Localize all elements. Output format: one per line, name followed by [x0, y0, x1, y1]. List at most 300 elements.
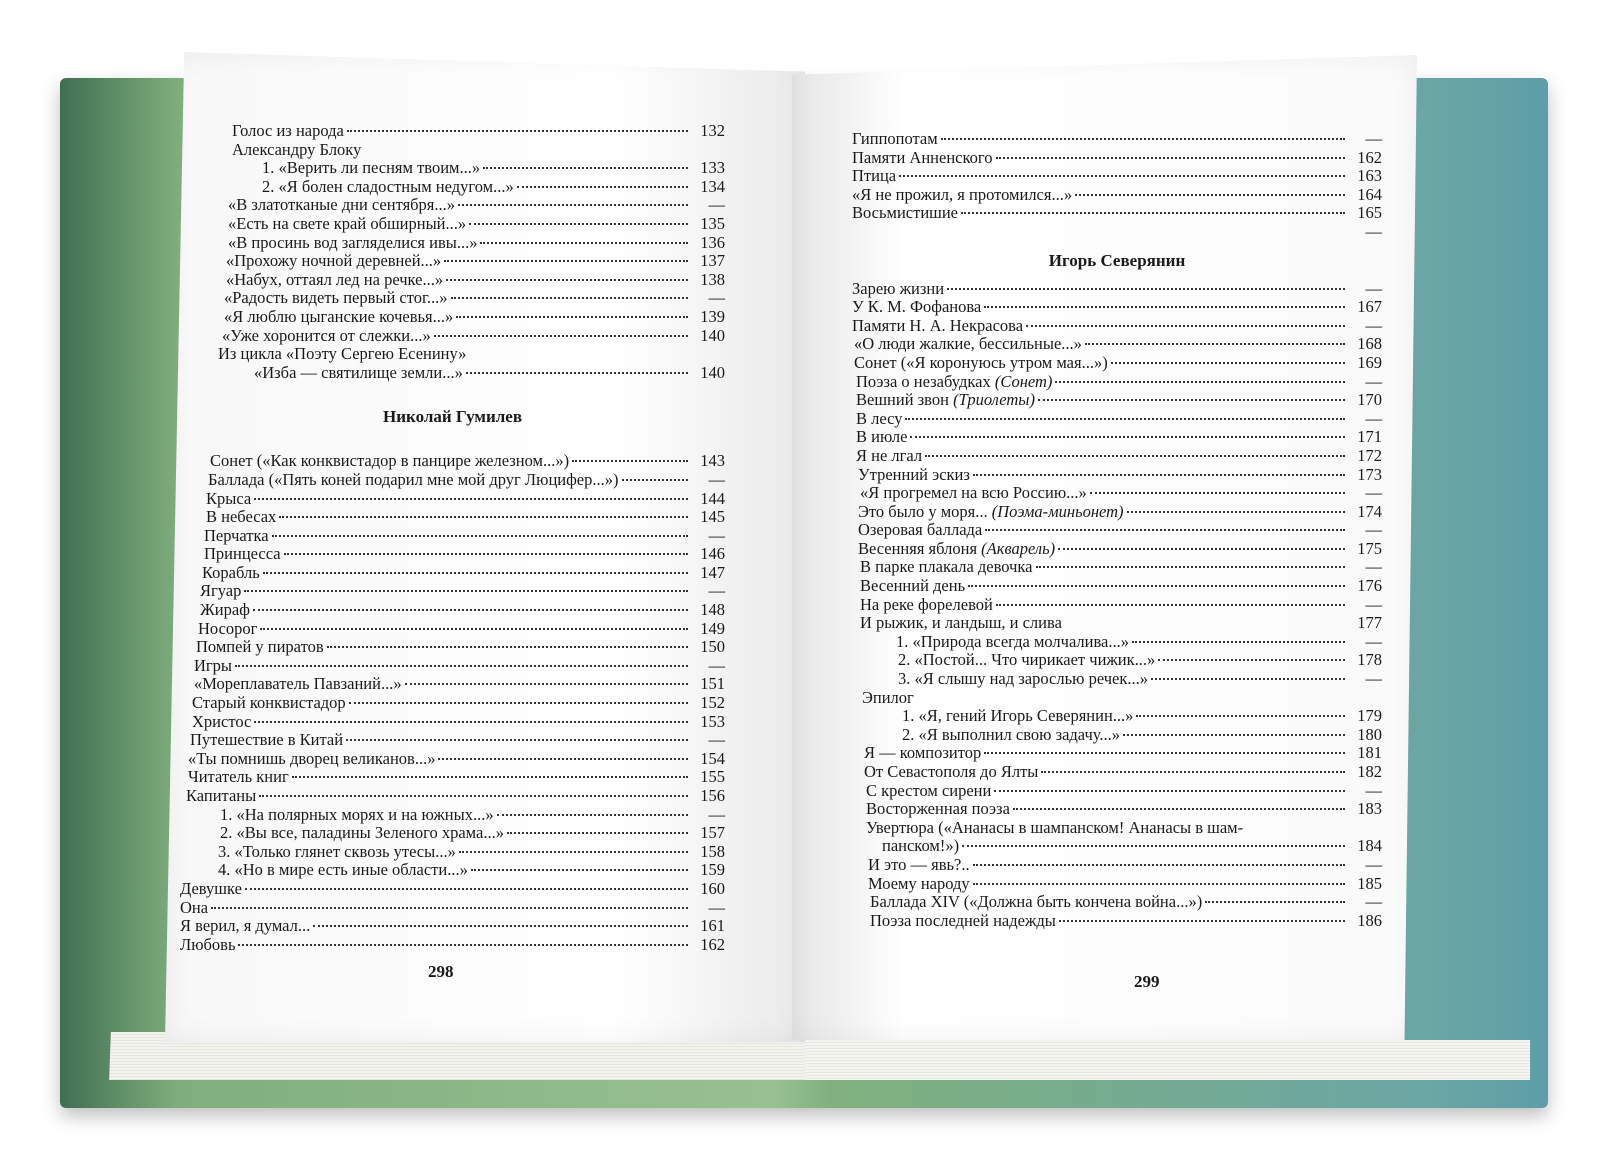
dot-leader	[313, 925, 688, 927]
toc-entry-title: Гиппопотам	[852, 129, 938, 148]
dot-leader	[996, 604, 1345, 606]
toc-entry-page: 157	[700, 823, 725, 843]
toc-entry	[852, 596, 1382, 615]
toc-entry	[852, 689, 1382, 708]
dot-leader	[1038, 399, 1345, 401]
toc-entry-page: 158	[700, 841, 725, 861]
toc-entry	[852, 614, 1382, 633]
toc-entry	[852, 317, 1382, 336]
toc-entry-page: 160	[700, 878, 725, 898]
toc-entry-title: «Я не прожил, я протомился...»	[852, 184, 1073, 204]
page-number-left: 298	[428, 962, 454, 981]
toc-entry	[180, 178, 725, 197]
toc-entry-page: 137	[700, 251, 725, 271]
toc-entry-page: 132	[700, 121, 725, 140]
toc-entry	[180, 936, 725, 955]
toc-entry-page: 153	[700, 711, 725, 731]
toc-entry	[852, 391, 1382, 410]
right-page-contents	[852, 130, 1382, 930]
toc-entry	[180, 308, 725, 327]
dot-leader	[910, 436, 1345, 438]
dot-leader	[469, 223, 688, 225]
toc-entry-page: —	[708, 288, 725, 308]
toc-entry	[180, 215, 725, 234]
toc-entry-page: 159	[700, 860, 725, 880]
toc-entry-title: Она	[180, 897, 209, 917]
toc-entry-title: Христос	[192, 711, 252, 731]
toc-entry-title: Из цикла «Поэту Сергею Есенину»	[218, 344, 467, 364]
toc-entry-page: 186	[1357, 910, 1382, 930]
dot-leader	[272, 535, 688, 537]
toc-entry-title: Голос из народа	[232, 121, 344, 140]
toc-entry-title: Восторженная поэза	[866, 799, 1010, 819]
toc-entry-page: —	[1365, 129, 1382, 148]
toc-entry-page: —	[1365, 278, 1382, 298]
toc-entry	[852, 373, 1382, 392]
dot-leader	[466, 372, 688, 374]
toc-entry-title: Баллада XIV («Должна быть кончена война...»)	[870, 892, 1203, 912]
dot-leader	[517, 186, 688, 188]
toc-entry-page: 174	[1357, 501, 1382, 521]
dot-leader	[347, 130, 688, 132]
toc-entry	[852, 130, 1382, 149]
toc-entry	[180, 713, 725, 732]
toc-entry-title: С крестом сирени	[866, 780, 992, 800]
toc-entry-title: На реке форелевой	[860, 594, 993, 614]
toc-entry	[852, 856, 1382, 875]
dot-leader	[1085, 343, 1345, 345]
dot-leader	[253, 609, 688, 611]
toc-entry-page: —	[1365, 408, 1382, 428]
toc-entry-page: —	[1365, 854, 1382, 874]
dot-leader	[349, 702, 688, 704]
dot-leader	[446, 279, 688, 281]
toc-entry-title: Поэза о незабудках (Сонет)	[856, 371, 1053, 391]
toc-entry-title: 2. «Я болен сладостным недугом...»	[262, 176, 514, 196]
toc-entry	[852, 726, 1382, 745]
toc-entry	[852, 484, 1382, 503]
toc-entry	[852, 912, 1382, 931]
toc-entry	[180, 364, 725, 383]
toc-entry-page: —	[1365, 780, 1382, 800]
toc-entry	[180, 564, 725, 583]
dot-leader	[1123, 734, 1345, 736]
toc-entry-title: Я не лгал	[856, 445, 923, 465]
toc-entry-title: Любовь	[180, 934, 236, 954]
toc-entry	[852, 503, 1382, 522]
toc-entry	[180, 787, 725, 806]
dot-leader	[238, 944, 688, 946]
toc-entry-title: «Изба — святилище земли...»	[254, 362, 463, 382]
toc-entry-page: 165	[1357, 203, 1382, 223]
toc-entry	[180, 508, 725, 527]
dot-leader	[968, 585, 1345, 587]
dot-leader	[1013, 808, 1345, 810]
dot-leader	[346, 739, 688, 741]
toc-entry-page: —	[1365, 557, 1382, 577]
dot-leader	[905, 418, 1345, 420]
dot-leader	[985, 529, 1345, 531]
dot-leader	[459, 851, 688, 853]
dot-leader	[279, 516, 688, 518]
page-edges-right	[805, 1040, 1530, 1080]
toc-entry	[852, 149, 1382, 168]
toc-entry-title: Капитаны	[186, 786, 257, 805]
toc-entry	[180, 861, 725, 880]
toc-entry-title: Увертюра («Ананасы в шампанском! Ананасы в шам-	[866, 817, 1244, 837]
toc-entry-title: Поэза последней надежды	[870, 910, 1056, 930]
toc-entry-title: Старый конквистадор	[192, 693, 346, 713]
toc-entry-title: Девушке	[180, 878, 242, 898]
toc-entry-title: «Радость видеть первый стог...»	[224, 288, 448, 308]
toc-entry-title: Памяти Анненского	[852, 147, 993, 167]
toc-entry-page: —	[708, 655, 725, 675]
toc-entry-title: Помпей у пиратов	[196, 637, 324, 657]
author-heading-gumilev: Николай Гумилев	[382, 407, 523, 427]
toc-entry	[852, 800, 1382, 819]
toc-entry-title: Читатель книг	[188, 767, 289, 787]
toc-entry-title: «Я люблю цыганские кочевья...»	[224, 306, 454, 326]
dot-leader	[480, 242, 688, 244]
toc-entry-title: «Ты помнишь дворец великанов...»	[188, 748, 436, 768]
dot-leader	[254, 498, 688, 500]
dot-leader	[961, 212, 1345, 214]
dot-leader	[254, 721, 688, 723]
toc-entry	[852, 651, 1382, 670]
dot-leader	[245, 888, 688, 890]
toc-section-gumilev-continued	[852, 130, 1382, 242]
toc-entry-page: —	[708, 195, 725, 215]
dot-leader	[211, 907, 688, 909]
toc-entry-page: 154	[700, 748, 725, 768]
toc-entry-page: 140	[700, 325, 725, 345]
toc-entry-title: Принцесса	[204, 544, 281, 564]
toc-entry-title: 1. «Я, гений Игорь Северянин...»	[902, 706, 1134, 726]
toc-entry-page: —	[708, 581, 725, 601]
dot-leader	[973, 883, 1345, 885]
toc-entry	[180, 620, 725, 639]
toc-entry-title: «Набух, оттаял лед на речке...»	[226, 269, 444, 289]
dot-leader	[260, 628, 688, 630]
toc-entry-page: 180	[1357, 724, 1382, 744]
dot-leader	[292, 776, 688, 778]
toc-entry-page: —	[1365, 483, 1382, 503]
toc-entry-page: 178	[1357, 650, 1382, 670]
toc-entry-page: 176	[1357, 576, 1382, 596]
dot-leader	[1090, 492, 1345, 494]
dot-leader	[962, 845, 1345, 847]
toc-section-gumilev	[180, 452, 725, 954]
author-heading-severyanin: Игорь Северянин	[1048, 250, 1186, 270]
toc-entry-page: 169	[1357, 352, 1382, 372]
toc-entry-title: «В златотканые дни сентября...»	[228, 195, 456, 215]
toc-entry-page: 135	[700, 213, 725, 233]
toc-entry	[852, 837, 1382, 856]
toc-entry-title: Озеровая баллада	[858, 520, 983, 540]
toc-entry-title: 3. «Я слышу над зарослью речек...»	[898, 669, 1148, 689]
toc-entry	[852, 521, 1382, 540]
dot-leader	[1205, 901, 1345, 903]
toc-entry-page: 162	[700, 934, 725, 954]
dot-leader	[259, 795, 688, 797]
toc-entry-title: Зарею жизни	[852, 278, 945, 298]
toc-entry-page: 179	[1357, 706, 1382, 726]
toc-entry	[852, 763, 1382, 782]
dot-leader	[327, 646, 688, 648]
toc-entry	[180, 768, 725, 787]
toc-entry	[852, 540, 1382, 559]
toc-entry	[852, 186, 1382, 205]
toc-entry-title: Я верил, я думал...	[180, 916, 311, 936]
toc-entry-page: 185	[1357, 873, 1382, 893]
toc-entry-page: 152	[700, 693, 725, 713]
toc-entry-page: 138	[700, 269, 725, 289]
toc-entry-title: Перчатка	[204, 525, 269, 545]
dot-leader	[1058, 548, 1345, 550]
toc-entry-title: Сонет («Как конквистадор в панцире железном...»)	[210, 451, 570, 471]
page-number-right: 299	[1134, 972, 1160, 991]
toc-entry-page: 173	[1357, 464, 1382, 484]
toc-entry-title: 2. «Постой... Что чирикает чижик...»	[898, 650, 1156, 670]
toc-entry-page: 145	[700, 507, 725, 527]
toc-entry	[852, 744, 1382, 763]
toc-entry	[852, 223, 1382, 242]
toc-entry-page: 164	[1357, 184, 1382, 204]
toc-entry-page: 171	[1357, 427, 1382, 447]
toc-entry-title: 1. «Природа всегда молчалива...»	[896, 631, 1130, 651]
toc-entry	[852, 410, 1382, 429]
toc-entry	[180, 657, 725, 676]
toc-entry-page: 155	[700, 767, 725, 787]
toc-entry-page: —	[1365, 315, 1382, 335]
toc-entry	[180, 490, 725, 509]
toc-entry	[852, 466, 1382, 485]
toc-entry	[180, 675, 725, 694]
toc-entry-title: панском!»)	[882, 836, 960, 856]
toc-entry-page: 147	[700, 562, 725, 582]
toc-entry	[852, 204, 1382, 223]
toc-entry	[852, 428, 1382, 447]
toc-entry-title: Весенняя яблоня (Акварель)	[858, 538, 1056, 558]
toc-entry-title: И это — явь?..	[868, 854, 970, 874]
toc-entry-title: «Я прогремел на всю Россию...»	[860, 483, 1087, 503]
toc-entry-page: 162	[1357, 147, 1382, 167]
toc-entry-page: 133	[700, 158, 725, 178]
toc-entry	[180, 252, 725, 271]
dot-leader	[1132, 641, 1345, 643]
toc-entry-title: «Мореплаватель Павзаний...»	[194, 674, 402, 694]
dot-leader	[405, 683, 688, 685]
toc-entry	[852, 298, 1382, 317]
toc-entry-title: «Есть на свете край обширный...»	[228, 213, 467, 233]
toc-entry-page: 172	[1357, 445, 1382, 465]
toc-section-esenin-tribute	[180, 122, 725, 382]
dot-leader	[925, 455, 1345, 457]
toc-entry	[852, 577, 1382, 596]
dot-leader	[973, 864, 1345, 866]
toc-entry-title: В небесах	[206, 507, 277, 527]
dot-leader	[996, 157, 1345, 159]
dot-leader	[941, 138, 1345, 140]
toc-entry-page: —	[1365, 371, 1382, 391]
dot-leader	[451, 297, 688, 299]
dot-leader	[1158, 659, 1345, 661]
toc-entry-page: 163	[1357, 166, 1382, 186]
toc-entry	[852, 335, 1382, 354]
toc-entry-title: Памяти Н. А. Некрасова	[852, 315, 1024, 335]
toc-entry	[852, 633, 1382, 652]
toc-entry-title: У К. М. Фофанова	[852, 297, 982, 317]
dot-leader	[284, 553, 688, 555]
dot-leader	[244, 590, 688, 592]
toc-entry	[852, 167, 1382, 186]
dot-leader	[973, 474, 1345, 476]
toc-entry-page: —	[708, 897, 725, 917]
toc-entry-page: 161	[700, 916, 725, 936]
toc-entry	[180, 289, 725, 308]
toc-entry	[180, 694, 725, 713]
toc-entry-page: —	[708, 804, 725, 824]
dot-leader	[572, 460, 688, 462]
toc-entry-title: Моему народу	[868, 873, 970, 893]
toc-entry	[180, 271, 725, 290]
dot-leader	[622, 479, 689, 481]
dot-leader	[444, 260, 688, 262]
toc-entry-title: В июле	[856, 427, 908, 447]
toc-entry	[180, 327, 725, 346]
toc-entry-title: От Севастополя до Ялты	[864, 762, 1039, 781]
toc-entry-title: 3. «Только глянет сквозь утесы...»	[218, 841, 456, 861]
toc-entry-title: 2. «Я выполнил свою задачу...»	[902, 724, 1120, 744]
toc-entry	[180, 122, 725, 141]
toc-entry	[180, 601, 725, 620]
toc-entry-page: 156	[700, 786, 725, 805]
toc-entry-title: Эпилог	[862, 687, 914, 707]
dot-leader	[947, 288, 1345, 290]
toc-entry-page: 175	[1357, 538, 1382, 558]
toc-entry-page: —	[1365, 221, 1382, 241]
toc-entry	[180, 750, 725, 769]
toc-entry-title: В лесу	[856, 408, 903, 428]
toc-entry-page: 177	[1357, 613, 1382, 633]
toc-entry	[180, 471, 725, 490]
toc-entry	[180, 843, 725, 862]
toc-entry-page: 140	[700, 362, 725, 382]
toc-entry-title: Восьмистишие	[852, 203, 959, 223]
toc-entry-title: Это было у моря... (Поэма-миньонет)	[858, 501, 1124, 521]
dot-leader	[456, 316, 688, 318]
toc-entry-page: 148	[700, 600, 725, 620]
toc-entry-title: 1. «Верить ли песням твоим...»	[262, 158, 481, 178]
dot-leader	[1036, 566, 1345, 568]
toc-entry-page: 182	[1357, 762, 1382, 781]
toc-entry	[180, 545, 725, 564]
toc-entry-title: Крыса	[206, 488, 252, 508]
toc-entry-page: 184	[1357, 836, 1382, 856]
toc-entry-page: 144	[700, 488, 725, 508]
toc-entry	[180, 141, 725, 160]
toc-entry-page: 146	[700, 544, 725, 564]
toc-entry	[180, 345, 725, 364]
toc-entry-title: 2. «Вы все, паладины Зеленого храма...»	[220, 823, 504, 843]
toc-entry-page: 139	[700, 306, 725, 326]
toc-entry-title: 4. «Но в мире есть иные области...»	[218, 860, 468, 880]
toc-entry	[180, 806, 725, 825]
toc-entry	[852, 447, 1382, 466]
toc-entry-page: 181	[1357, 743, 1382, 763]
toc-entry	[180, 452, 725, 471]
dot-leader	[1041, 771, 1345, 773]
toc-entry-page: 183	[1357, 799, 1382, 819]
toc-entry-title: Игры	[194, 655, 233, 675]
dot-leader	[458, 204, 688, 206]
toc-entry-page: 167	[1357, 297, 1382, 317]
toc-entry-title: Утренний эскиз	[858, 464, 970, 484]
toc-entry-page: 149	[700, 618, 725, 638]
dot-leader	[434, 335, 688, 337]
toc-entry-title: Александру Блоку	[232, 139, 362, 159]
toc-entry	[852, 819, 1382, 838]
toc-entry-page: —	[708, 730, 725, 750]
dot-leader	[1075, 194, 1345, 196]
toc-entry-page: —	[1365, 892, 1382, 912]
toc-entry-title: Ягуар	[200, 581, 242, 601]
toc-entry	[852, 707, 1382, 726]
dot-leader	[1026, 325, 1345, 327]
toc-entry-title: Жираф	[200, 600, 250, 620]
toc-entry-title: В парке плакала девочка	[860, 557, 1033, 577]
dot-leader	[994, 790, 1345, 792]
toc-entry	[180, 917, 725, 936]
toc-entry	[852, 875, 1382, 894]
toc-entry-title: «В просинь вод загляделися ивы...»	[228, 232, 478, 252]
toc-entry	[852, 280, 1382, 299]
toc-entry-title: И рыжик, и ландыш, и слива	[860, 613, 1062, 633]
toc-entry-title: Корабль	[202, 562, 260, 582]
toc-entry	[852, 670, 1382, 689]
toc-entry-page: —	[708, 469, 725, 489]
dot-leader	[497, 814, 688, 816]
toc-entry-title: 1. «На полярных морях и на южных...»	[220, 804, 494, 824]
toc-entry	[852, 558, 1382, 577]
toc-entry-title: «Прохожу ночной деревней...»	[226, 251, 442, 271]
toc-entry-page: —	[1365, 594, 1382, 614]
toc-entry	[852, 782, 1382, 801]
toc-entry-title: Баллада («Пять коней подарил мне мой друг Люцифер...»)	[208, 469, 619, 489]
toc-entry-title: Путешествие в Китай	[190, 730, 344, 750]
toc-entry-page: 170	[1357, 390, 1382, 410]
toc-entry-page: 134	[700, 176, 725, 196]
toc-entry	[180, 880, 725, 899]
toc-entry	[180, 582, 725, 601]
toc-entry	[180, 159, 725, 178]
toc-entry-page: 150	[700, 637, 725, 657]
dot-leader	[1127, 511, 1345, 513]
toc-entry	[852, 354, 1382, 373]
toc-entry	[180, 196, 725, 215]
dot-leader	[1111, 362, 1345, 364]
dot-leader	[899, 175, 1345, 177]
dot-leader	[438, 758, 688, 760]
toc-entry	[180, 527, 725, 546]
toc-entry-page: —	[1365, 631, 1382, 651]
dot-leader	[984, 306, 1345, 308]
dot-leader	[1151, 678, 1345, 680]
dot-leader	[507, 832, 688, 834]
dot-leader	[1059, 920, 1345, 922]
dot-leader	[483, 167, 688, 169]
toc-entry-title: «О люди жалкие, бессильные...»	[854, 334, 1082, 354]
